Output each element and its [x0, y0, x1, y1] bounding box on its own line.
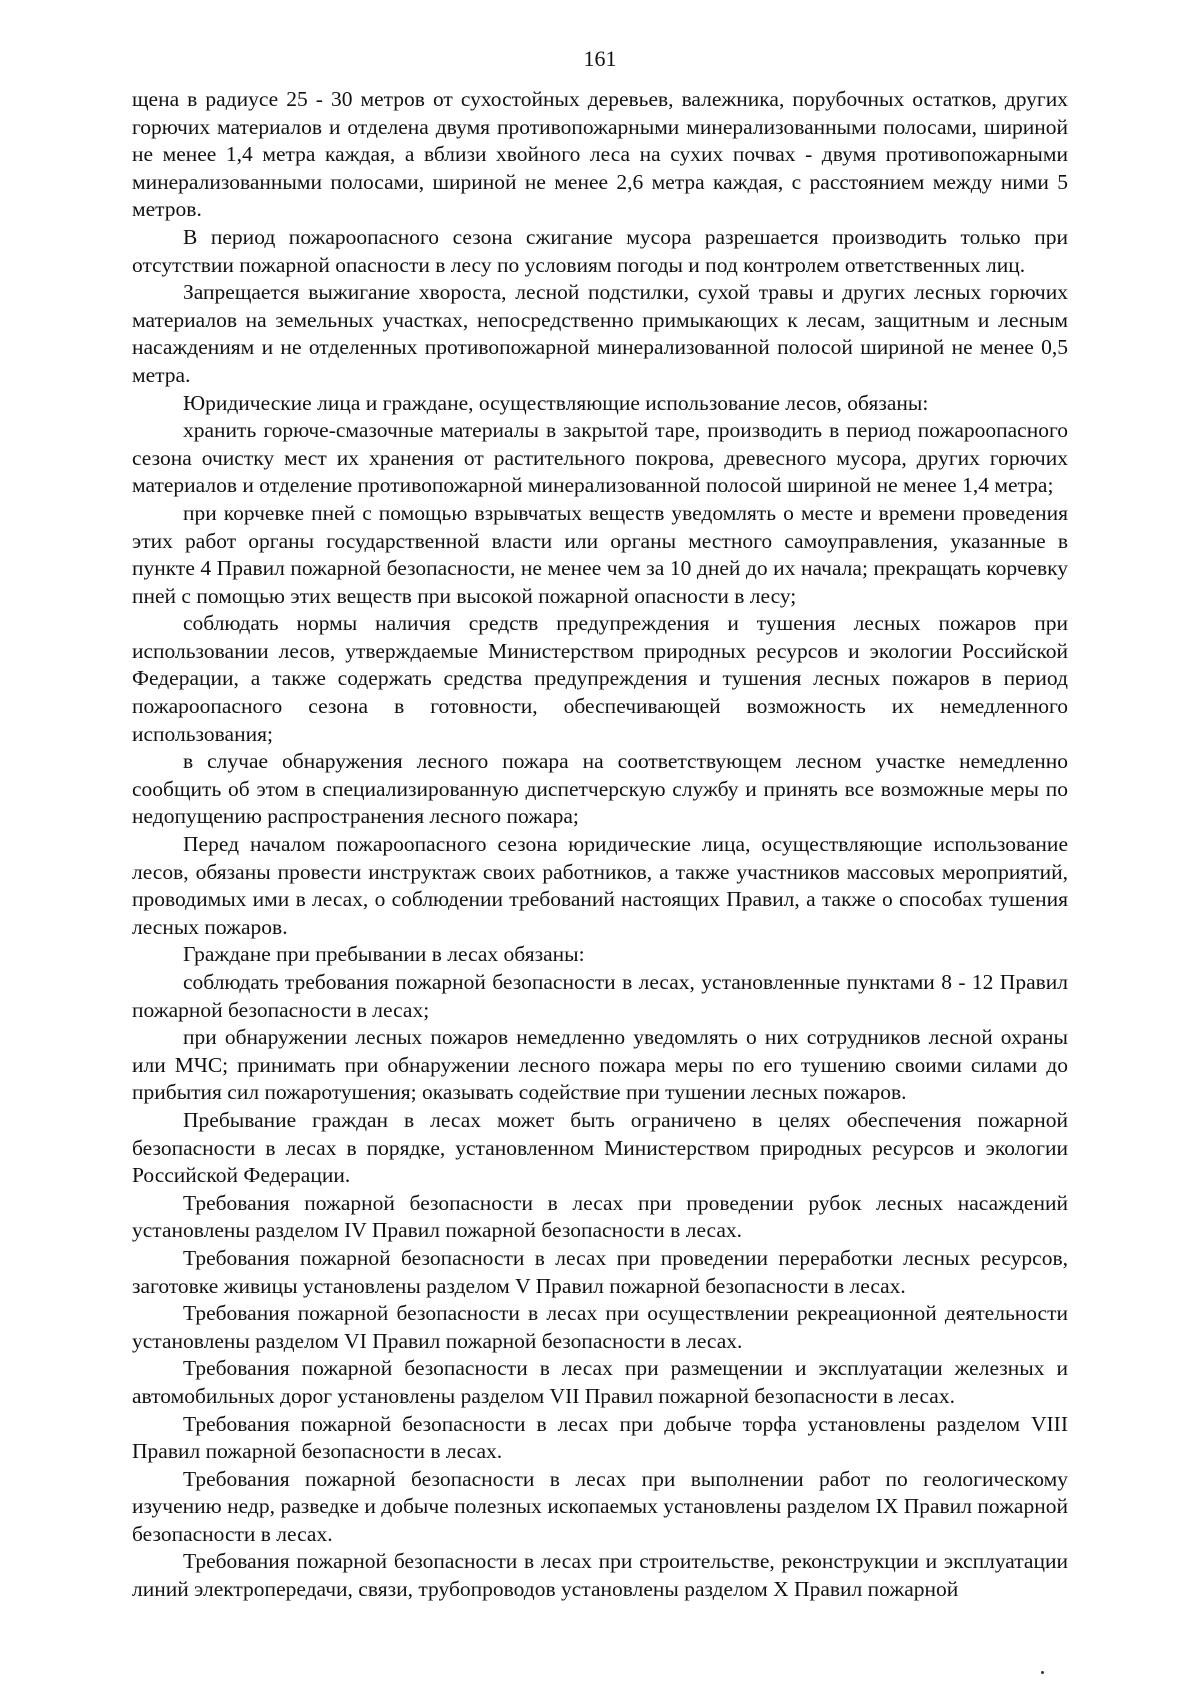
paragraph-17: Требования пожарной безопасности в лесах при размещении и эксплуатации железных и автомобильных дорог установлены разделом VII Правил пожарной безопасности в лесах. — [132, 1356, 1068, 1408]
paragraph-2: В период пожароопасного сезона сжигание мусора разрешается производить только при отсутствии пожарной опасности в лесу по условиям погоды и под контролем ответственных лиц. — [132, 224, 1068, 277]
paragraph-12: при обнаружении лесных пожаров немедленно уведомлять о них сотрудников лесной охраны или МЧС; принимать при обнаружении лесного пожара меры по его тушению своими силами до прибытия сил пожаротушения; оказывать содействие при тушении лесных пожаров. — [132, 1025, 1068, 1105]
paragraph-11: соблюдать требования пожарной безопасности в лесах, установленные пунктами 8 - 12 Правил пожарной безопасности в лесах; — [132, 970, 1068, 1022]
paragraph-20: Требования пожарной безопасности в лесах при строительстве, реконструкции и эксплуатации линий электропередачи, связи, трубопроводов установлены разделом X Правил пожарной — [132, 1549, 1068, 1602]
paragraph-5: хранить горюче-смазочные материалы в закрытой таре, производить в период пожароопасного сезона очистку мест их хранения от растительного покрова, древесного мусора, других горючих материалов и отделение противопожарной минерализованной полосой шириной не менее 1,4 метра; — [132, 418, 1068, 498]
paragraph-16: Требования пожарной безопасности в лесах при осуществлении рекреационной деятельности установлены разделом VI Правил пожарной безопасности в лесах. — [132, 1301, 1068, 1353]
paragraph-14: Требования пожарной безопасности в лесах при проведении рубок лесных насаждений установлены разделом IV Правил пожарной безопасности в лесах. — [132, 1190, 1068, 1243]
scan-speck — [1041, 1671, 1044, 1674]
paragraph-10: Граждане при пребывании в лесах обязаны: — [183, 942, 585, 967]
page-number: 161 — [583, 46, 617, 71]
paragraph-9: Перед началом пожароопасного сезона юридические лица, осуществляющие использование лесов, обязаны провести инструктаж своих работников, а также участников массовых мероприятий, проводимых ими в лесах, о соблюдении требований настоящих Правил, а также о способах тушения лесных пожаров. — [132, 832, 1068, 939]
paragraph-19: Требования пожарной безопасности в лесах при выполнении работ по геологическому изучению недр, разведке и добыче полезных ископаемых установлены разделом IX Правил пожарной безопасности в лесах. — [132, 1466, 1068, 1546]
paragraph-1: щена в радиусе 25 - 30 метров от сухостойных деревьев, валежника, порубочных остатков, других горючих материалов и отделена двумя противопожарными минерализованными полосами, шириной не менее 1,4 метра каждая, а вблизи хвойного леса на сухих почвах - двумя противопожарными минерализованными полосами, шириной не менее 2,6 метра каждая, с расстоянием между ними 5 метров. — [132, 87, 1068, 222]
paragraph-18: Требования пожарной безопасности в лесах при добыче торфа установлены разделом VIII Правил пожарной безопасности в лесах. — [132, 1411, 1068, 1464]
paragraph-15: Требования пожарной безопасности в лесах при проведении переработки лесных ресурсов, заготовке живицы установлены разделом V Правил пожарной безопасности в лесах. — [132, 1245, 1068, 1298]
document-body — [132, 86, 1068, 1604]
paragraph-6: при корчевке пней с помощью взрывчатых веществ уведомлять о месте и времени проведения этих работ органы государственной власти или органы местного самоуправления, указанные в пункте 4 Правил пожарной безопасности, не менее чем за 10 дней до их начала; прекращать корчевку пней с помощью этих веществ при высокой пожарной опасности в лесу; — [132, 500, 1068, 608]
paragraph-3: Запрещается выжигание хвороста, лесной подстилки, сухой травы и других лесных горючих материалов на земельных участках, непосредственно примыкающих к лесам, защитным и лесным насаждениям и не отделенных противопожарной минерализованной полосой шириной не менее 0,5 метра. — [132, 280, 1068, 387]
paragraph-7: соблюдать нормы наличия средств предупреждения и тушения лесных пожаров при использовании лесов, утверждаемые Министерством природных ресурсов и экологии Российской Федерации, а также содержать средства предупреждения и тушения лесных пожаров в период пожароопасного сезона в готовности, обеспечивающей возможность их немедленного использования; — [132, 611, 1068, 746]
paragraph-8: в случае обнаружения лесного пожара на соответствующем лесном участке немедленно сообщить об этом в специализированную диспетчерскую службу и принять все возможные меры по недопущению распространения лесного пожара; — [132, 749, 1068, 829]
paragraph-13: Пребывание граждан в лесах может быть ограничено в целях обеспечения пожарной безопасности в лесах в порядке, установленном Министерством природных ресурсов и экологии Российской Федерации. — [132, 1107, 1068, 1188]
paragraph-4: Юридические лица и граждане, осуществляющие использование лесов, обязаны: — [183, 390, 929, 415]
